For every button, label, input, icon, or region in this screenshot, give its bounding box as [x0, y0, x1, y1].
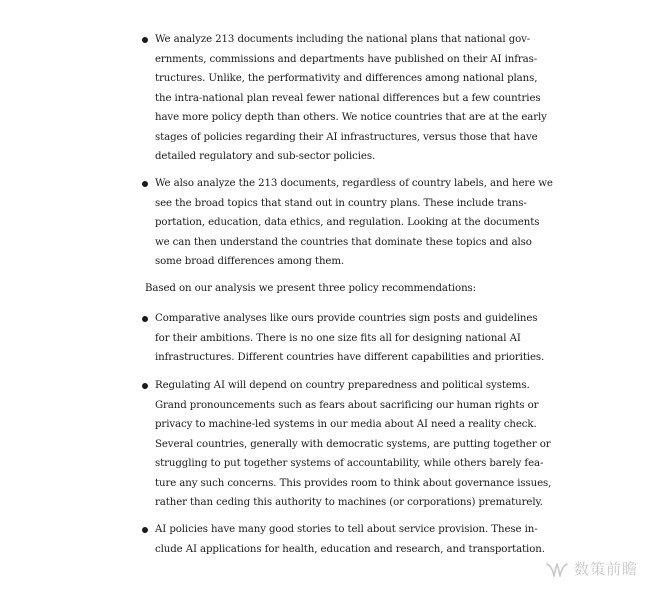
- text-line: AI policies have many good stories to tell about service provision. These in-: [155, 524, 538, 535]
- text-line: Grand pronouncements such as fears about sacrificing our human rights or: [155, 399, 539, 411]
- text-line: some broad differences among them.: [155, 256, 345, 267]
- text-line: infrastructures. Different countries have different capabilities and priorities.: [155, 352, 545, 363]
- text-line: portation, education, data ethics, and regulation. Looking at the documents: [155, 217, 540, 228]
- text-line: Comparative analyses like ours provide countries sign posts and guidelines: [155, 313, 538, 324]
- finding-item-2: [141, 174, 553, 274]
- bullet-dot: [142, 527, 148, 533]
- text-line: ture any such concerns. This provides room to think about governance issues,: [155, 477, 552, 489]
- text-line: Regulating AI will depend on country preparedness and political systems.: [155, 380, 530, 391]
- text-line: detailed regulatory and sub-sector policies.: [155, 151, 376, 162]
- recommendation-item-3: [141, 520, 545, 560]
- recommendation-item-1: [141, 309, 545, 369]
- wechat-channel-icon: [544, 558, 570, 580]
- text-line: the intra-national plan reveal fewer national differences but a few countries: [155, 92, 541, 104]
- text-line: have more policy depth than others. We notice countries that are at the early: [155, 112, 547, 123]
- text-line: We also analyze the 213 documents, regardless of country labels, and here we: [155, 178, 553, 189]
- text-line: stages of policies regarding their AI infrastructures, versus those that have: [155, 131, 538, 143]
- intro-paragraph: [145, 279, 520, 299]
- watermark-text: 数策前瞻: [574, 560, 639, 578]
- recommendation-item-2: [141, 376, 552, 516]
- bullet-dot: [142, 181, 148, 187]
- bullet-dot: [142, 316, 148, 322]
- text-line: rather than ceding this authority to machines (or corporations) prematurely.: [155, 497, 543, 508]
- text-line: ernments, commissions and departments have published on their AI infras-: [155, 53, 538, 65]
- finding-item-1: [141, 30, 547, 170]
- text-line: We analyze 213 documents including the national plans that national gov-: [155, 34, 531, 45]
- text-line: clude AI applications for health, education and research, and transportation.: [155, 543, 545, 555]
- text-line: for their ambitions. There is no one size fits all for designing national AI: [155, 332, 521, 344]
- text-line: see the broad topics that stand out in country plans. These include trans-: [155, 197, 527, 209]
- text-line: tructures. Unlike, the performativity and differences among national plans,: [155, 73, 538, 84]
- paragraph-text: Based on our analysis we present three policy recommendations:: [145, 283, 476, 294]
- bullet-dot: [142, 37, 148, 43]
- bullet-dot: [142, 383, 148, 389]
- text-line: struggling to put together systems of accountability, while others barely fea-: [155, 458, 544, 469]
- text-line: we can then understand the countries that dominate these topics and also: [155, 236, 532, 248]
- watermark: [544, 556, 650, 582]
- text-line: privacy to machine-led systems in our media about AI need a reality check.: [155, 419, 537, 430]
- text-line: Several countries, generally with democratic systems, are putting together or: [155, 438, 551, 450]
